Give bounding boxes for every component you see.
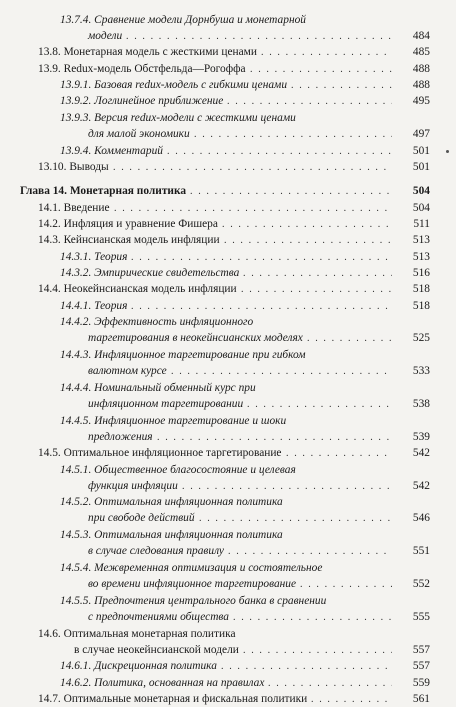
leader-dots (227, 94, 392, 109)
toc-entry-title-continued: в случае следования правилу (88, 545, 224, 557)
leader-dots (222, 217, 392, 232)
page-number: 513 (412, 251, 430, 263)
leader-dots (171, 364, 392, 379)
page-number: 551 (412, 545, 430, 557)
toc-entry-title-continued: таргетирования в неокейнсианских моделях (88, 332, 303, 344)
page-number: 501 (412, 145, 430, 157)
leader-dots (286, 446, 392, 461)
leader-dots (113, 160, 392, 175)
page-number: 516 (412, 267, 430, 279)
page-number: 538 (412, 398, 430, 410)
page-number: 561 (412, 693, 430, 705)
toc-entry-title: 13.8. Монетарная модель с жесткими ценами (38, 46, 257, 58)
leader-dots (190, 184, 392, 199)
toc-entry-title: 14.5.3. Оптимальная инфляционная политика (60, 529, 283, 541)
page-number: 488 (412, 79, 430, 91)
leader-dots (291, 78, 392, 93)
toc-entry-title: 13.9. Redux-модель Обстфельда—Рогоффа (38, 63, 246, 75)
leader-dots (243, 643, 392, 658)
leader-dots (131, 250, 392, 265)
toc-entry-title: 13.10. Выводы (38, 161, 109, 173)
leader-dots (228, 544, 392, 559)
toc-entry-title-continued: для малой экономики (88, 128, 190, 140)
toc-entry-title: 14.3. Кейнсианская модель инфляции (38, 234, 220, 246)
toc-entry-title: 13.9.2. Логлинейное приближение (60, 95, 224, 107)
page-number: 542 (412, 447, 430, 459)
toc-entry-title: 14.4.3. Инфляционное таргетирование при гибком (60, 349, 306, 361)
leader-dots (167, 144, 392, 159)
toc-entry-title: 14.3.1. Теория (60, 251, 128, 263)
toc-entry-title: 14.3.2. Эмпирические свидетельства (60, 267, 240, 279)
toc-entry-title-continued: модели (88, 30, 123, 42)
toc-entry-title: 14.5.1. Общественное благосостояние и целевая (60, 464, 296, 476)
toc-entry-title: 14.7. Оптимальные монетарная и фискальная политики (38, 693, 308, 705)
leader-dots (126, 29, 392, 44)
page-number: 518 (412, 283, 430, 295)
toc-entry-title: 14.2. Инфляция и уравнение Фишера (38, 218, 218, 230)
toc-entry-title-continued: во времени инфляционное таргетирование (88, 578, 297, 590)
leader-dots (243, 266, 392, 281)
page-number: 525 (412, 332, 430, 344)
leader-dots (233, 610, 392, 625)
leader-dots (307, 331, 392, 346)
toc-entry-title: 14.4.4. Номинальный обменный курс при (60, 382, 256, 394)
page-number: 518 (412, 300, 430, 312)
toc-entry-title: 13.9.3. Версия redux-модели с жесткими ценами (60, 112, 296, 124)
page-number: 539 (412, 431, 430, 443)
page-number: 504 (412, 202, 430, 214)
toc-entry-title: 14.5.5. Предпочтения центрального банка в сравнении (60, 595, 327, 607)
toc-entry-title-continued: функция инфляции (88, 480, 178, 492)
page-number: 513 (412, 234, 430, 246)
toc-entry-title: 13.9.1. Базовая redux-модель с гибкими ценами (60, 79, 288, 91)
toc-entry-title: 13.9.4. Комментарий (60, 145, 163, 157)
toc-entry-title: 14.4.1. Теория (60, 300, 128, 312)
leader-dots (221, 659, 392, 674)
leader-dots (114, 201, 392, 216)
page-number: 533 (412, 365, 430, 377)
page-number: 495 (412, 95, 430, 107)
toc-entry-title-continued: с предпочтениями общества (88, 611, 229, 623)
toc-entry-title: 14.4. Неокейнсианская модель инфляции (38, 283, 237, 295)
page-number: 552 (412, 578, 430, 590)
toc-entry-title-continued: валютном курсе (88, 365, 167, 377)
leader-dots (250, 62, 392, 77)
leader-dots (194, 127, 392, 142)
toc-entry-title: 14.1. Введение (38, 202, 110, 214)
toc-entry-title-continued: в случае неокейнсианской модели (74, 644, 239, 656)
toc-entry-title-continued: инфляционном таргетировании (88, 398, 244, 410)
page-number: 555 (412, 611, 430, 623)
page-number: 501 (412, 161, 430, 173)
page-number: 557 (412, 644, 430, 656)
page-number: 511 (413, 218, 430, 230)
toc-entry-title: 14.4.2. Эффективность инфляционного (60, 316, 254, 328)
toc-entry-title: 14.4.5. Инфляционное таргетирование и шоки (60, 415, 287, 427)
leader-dots (300, 577, 392, 592)
leader-dots (268, 676, 392, 691)
leader-dots (131, 299, 392, 314)
toc-entry-title: 14.5. Оптимальное инфляционное таргетирование (38, 447, 282, 459)
toc-entry-title: 14.5.2. Оптимальная инфляционная политика (60, 496, 283, 508)
leader-dots (224, 233, 392, 248)
leader-dots (199, 511, 392, 526)
leader-dots (247, 397, 392, 412)
leader-dots (182, 479, 392, 494)
page-number: 504 (412, 185, 430, 197)
leader-dots (157, 430, 392, 445)
page-number: 542 (412, 480, 430, 492)
toc-entry-title-continued: предложения (88, 431, 153, 443)
toc-entry-title: 13.7.4. Сравнение модели Дорнбуша и монетарной (60, 14, 306, 26)
leader-dots (261, 45, 392, 60)
page-number: 497 (412, 128, 430, 140)
toc-entry-title: 14.5.4. Межвременная оптимизация и состоятельное (60, 562, 323, 574)
toc-entry-title: Глава 14. Монетарная политика (20, 185, 187, 197)
page-number: 488 (412, 63, 430, 75)
page-number: 485 (412, 46, 430, 58)
toc-entry-title: 14.6. Оптимальная монетарная политика (38, 628, 236, 640)
scan-speck (446, 150, 449, 153)
page-number: 484 (412, 30, 430, 42)
page-number: 559 (412, 677, 430, 689)
toc-entry-title: 14.6.1. Дискреционная политика (60, 660, 217, 672)
leader-dots (241, 282, 392, 297)
toc-entry-title: 14.6.2. Политика, основанная на правилах (60, 677, 265, 689)
page-number: 546 (412, 512, 430, 524)
page-number: 557 (412, 660, 430, 672)
toc-entry-title-continued: при свободе действий (88, 512, 195, 524)
